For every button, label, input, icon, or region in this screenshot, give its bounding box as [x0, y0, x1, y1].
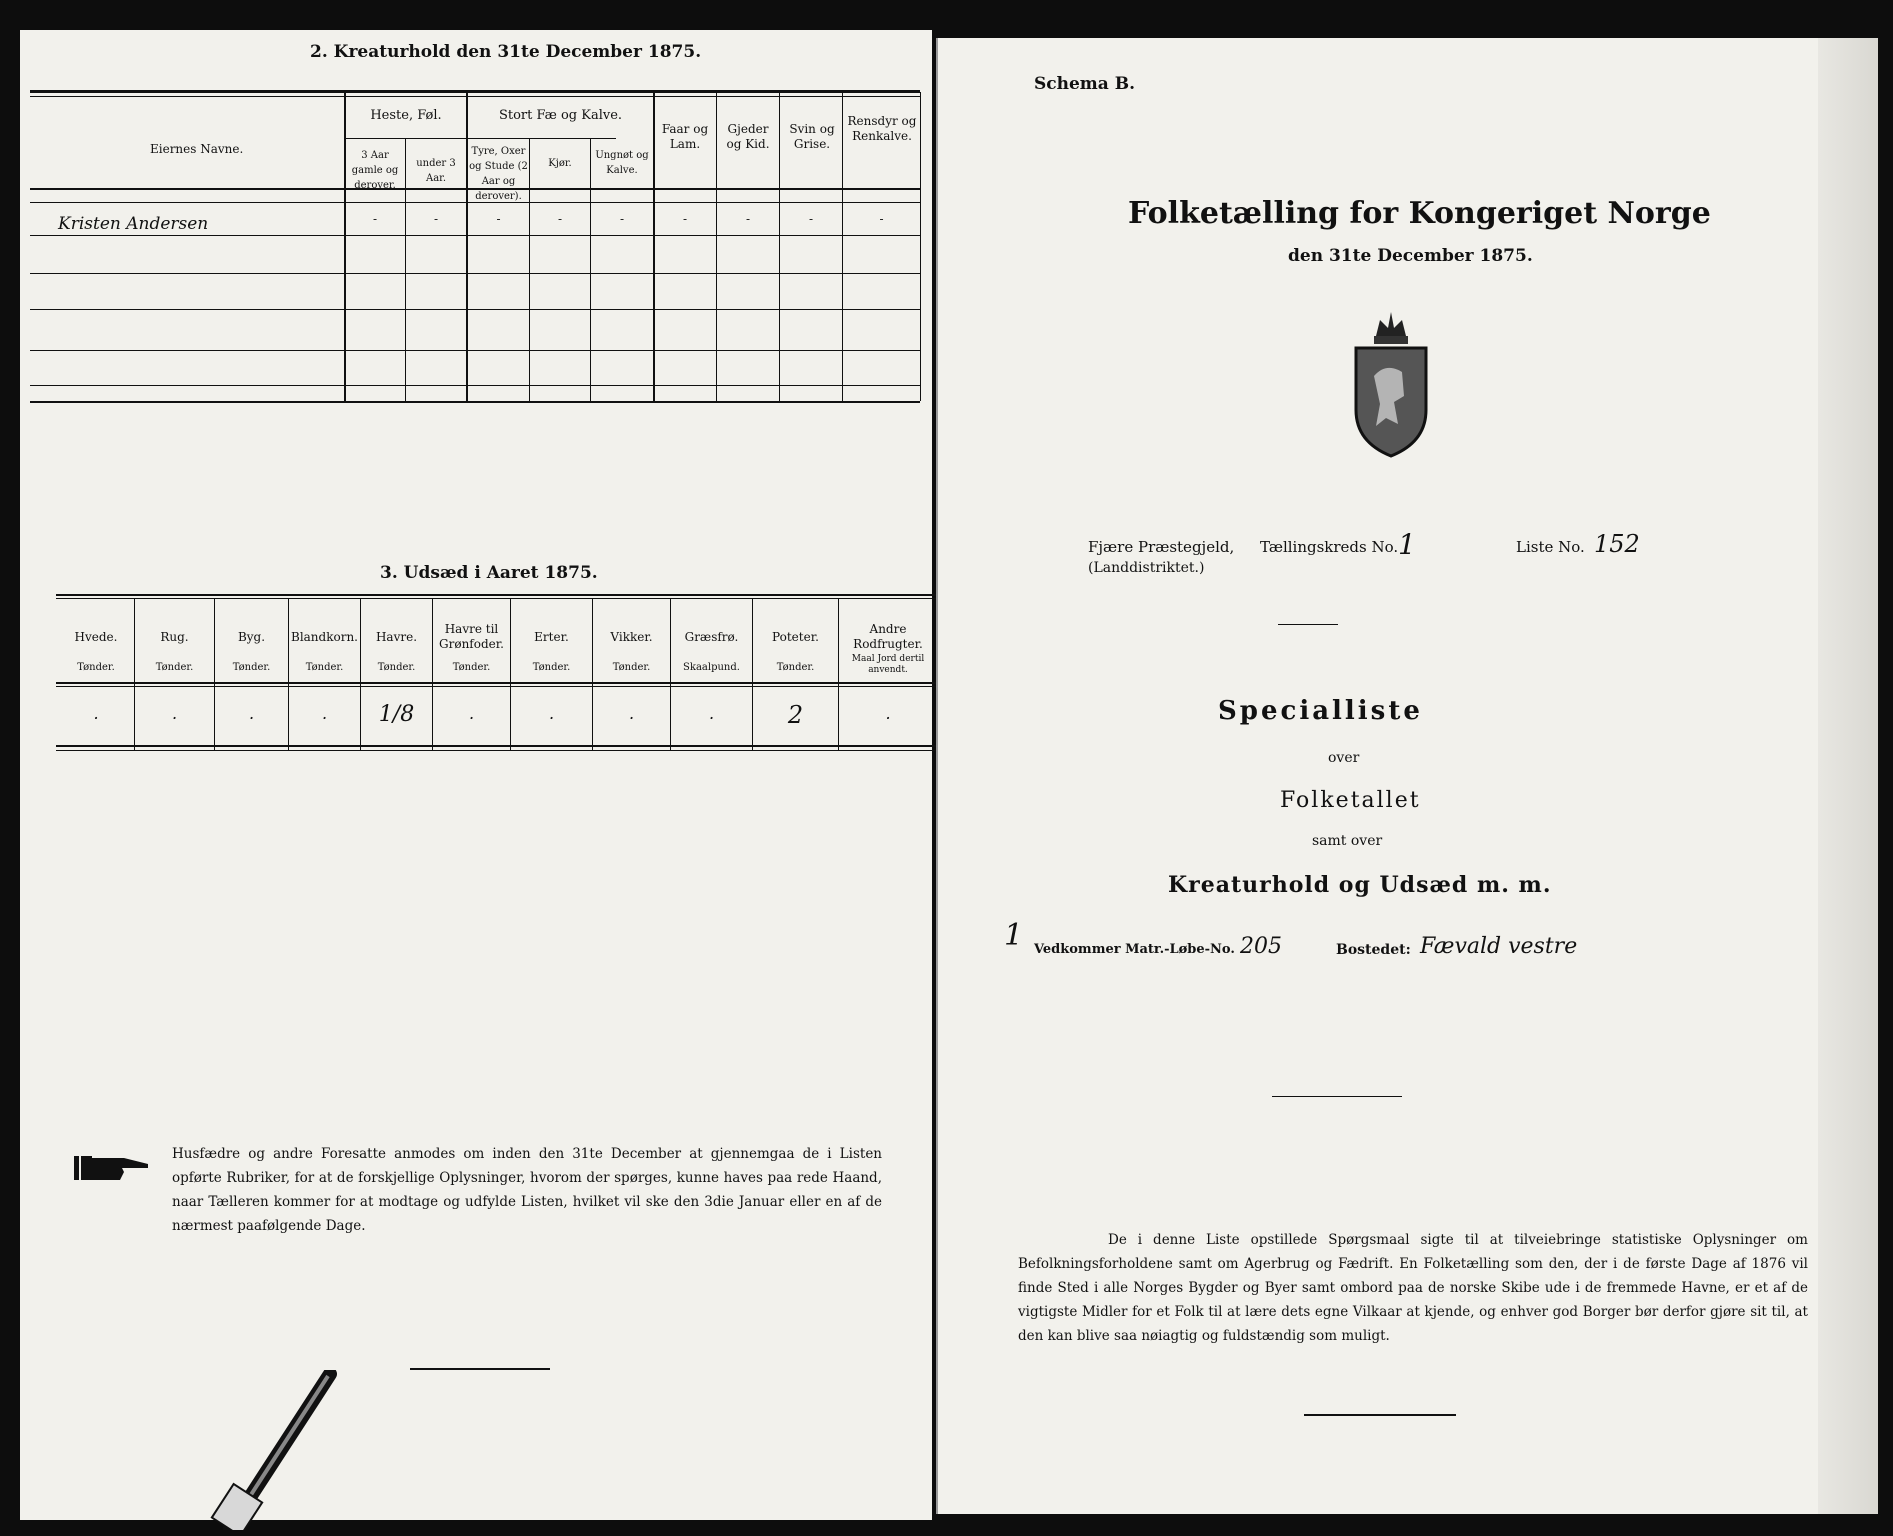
- t2-val-8: -: [879, 212, 884, 226]
- t3-col-8: Græsfrø.: [684, 630, 739, 644]
- table2-header-rule-2: [30, 96, 920, 97]
- t3-col-7: Vikker.: [610, 630, 653, 644]
- t2-val-5: -: [682, 212, 688, 226]
- t3-col-9: Poteter.: [772, 630, 819, 644]
- t3-val-4: 1/8: [378, 702, 415, 727]
- folketallet-label: Folketallet: [1280, 788, 1421, 813]
- liste-value: 152: [1594, 530, 1640, 558]
- t3-unit-0: Tønder.: [77, 662, 115, 673]
- parish-label: Fjære Præstegjeld,: [1088, 538, 1235, 556]
- t3-val-5: .: [468, 704, 475, 723]
- section3-title: 3. Udsæd i Aaret 1875.: [380, 563, 598, 583]
- col-gjeder: Gjeder og Kid.: [726, 122, 770, 151]
- notice-text: Husfædre og andre Foresatte anmodes om inden den 31te December at gjennemgaa de i Listen opførte Rubriker, for at de forskjellige Oplysninger, hvorom der spørges, kunne haves paa rede Haand, naar Tælleren kommer for at modtage og udfylde Listen, hvilket vil ske den 3die Januar eller en af de nærmest paafølgende Dage.: [172, 1146, 882, 1234]
- t3-unit-10: Maal Jord dertil anvendt.: [851, 654, 925, 675]
- table3-bottom-rule: [56, 745, 936, 747]
- t3-col-0: Hvede.: [74, 630, 118, 644]
- schema-label: Schema B.: [1034, 74, 1136, 94]
- owner-header: Eiernes Navne.: [150, 142, 244, 156]
- t3-val-7: .: [628, 704, 635, 723]
- table3-header-bottom: [56, 682, 936, 684]
- t3-col-2: Byg.: [237, 630, 266, 644]
- t2-val-1: -: [433, 212, 439, 226]
- t3-unit-9: Tønder.: [776, 662, 815, 673]
- t3-val-9: 2: [787, 701, 804, 729]
- t3-col-10: Andre Rodfrugter.: [853, 622, 923, 651]
- table3-top-rule: [56, 594, 936, 596]
- t3-unit-4: Tønder.: [377, 662, 416, 673]
- table2-bottom-rule: [30, 401, 920, 403]
- table2-top-rule: [30, 90, 920, 93]
- matr-value: 205: [1240, 934, 1282, 959]
- pen-icon: [210, 1370, 350, 1530]
- pointing-hand-icon: [72, 1150, 152, 1186]
- col-rensdyr: Rensdyr og Renkalve.: [847, 114, 917, 143]
- right-end-line: [1304, 1414, 1456, 1416]
- t2-val-4: -: [619, 212, 625, 226]
- tellingskreds-value: 1: [1398, 528, 1416, 561]
- t3-col-4: Havre.: [375, 630, 418, 644]
- col-kjor: Kjør.: [548, 158, 572, 169]
- t2-val-3: -: [557, 212, 563, 226]
- over-label: over: [1328, 750, 1360, 766]
- t2-val-7: -: [808, 212, 814, 226]
- col-svin: Svin og Grise.: [789, 122, 835, 151]
- col-faar: Faar og Lam.: [661, 122, 709, 151]
- t3-unit-1: Tønder.: [155, 662, 194, 673]
- col-heste-under3: under 3 Aar.: [416, 158, 456, 184]
- section2-title: 2. Kreaturhold den 31te December 1875.: [310, 42, 702, 62]
- t3-col-6: Erter.: [534, 630, 569, 644]
- specialliste-title: Specialliste: [1218, 696, 1423, 726]
- right-page: [936, 38, 1878, 1514]
- t3-val-3: .: [321, 704, 328, 723]
- group-heste: Heste, Føl.: [370, 108, 442, 123]
- col-ungnot: Ungnøt og Kalve.: [595, 150, 649, 176]
- left-page: [20, 30, 932, 1520]
- t3-col-3: Blandkorn.: [291, 630, 358, 644]
- owner-name: Kristen Andersen: [58, 214, 209, 234]
- t3-col-1: Rug.: [160, 630, 189, 644]
- main-title: Folketælling for Kongeriget Norge: [1128, 196, 1711, 231]
- samt-over-label: samt over: [1312, 833, 1383, 849]
- coat-of-arms-icon: [1346, 306, 1436, 458]
- tellingskreds-label: Tællingskreds No.: [1260, 538, 1399, 556]
- table2-row-line: [30, 235, 920, 236]
- margin-mark: 1: [1004, 918, 1024, 953]
- group-storfe: Stort Fæ og Kalve.: [498, 108, 623, 123]
- t3-val-1: .: [171, 704, 178, 723]
- matr-label: Vedkommer Matr.-Løbe-No.: [1034, 942, 1235, 957]
- t3-unit-2: Tønder.: [232, 662, 271, 673]
- t2-val-2: -: [496, 212, 501, 226]
- liste-label: Liste No.: [1516, 538, 1585, 556]
- t3-val-8: .: [708, 704, 715, 723]
- t2-val-0: -: [372, 212, 378, 226]
- t3-unit-8: Skaalpund.: [683, 662, 740, 673]
- t3-col-5: Havre til Grønfoder.: [439, 622, 504, 651]
- kreaturhold-label: Kreaturhold og Udsæd m. m.: [1168, 872, 1552, 898]
- bosted-value: Fævald vestre: [1420, 934, 1578, 959]
- t3-val-6: .: [548, 704, 555, 723]
- t3-val-0: .: [93, 704, 99, 723]
- t2-val-6: -: [745, 212, 751, 226]
- t3-unit-6: Tønder.: [532, 662, 571, 673]
- t3-unit-3: Tønder.: [305, 662, 344, 673]
- col-heste-3aar: 3 Aar gamle og derover.: [351, 150, 399, 191]
- district-sub: (Landdistriktet.): [1088, 560, 1205, 576]
- col-tyre: Tyre, Oxer og Stude (2 Aar og derover).: [469, 146, 528, 202]
- info-paragraph: De i denne Liste opstillede Spørgsmaal sigte til at tilveiebringe statistiske Oplysninger om Befolkningsforholdene samt om Agerbrug og Fædrift. En Folketælling som den, der i de første Dage af 1876 vil finde Sted i alle Norges Bygder og Byer samt ombord paa de norske Skibe ude i de fremmede Havne, er et af de vigtigste Midler for et Folk til at lære dets egne Vilkaar at kjende, og enhver god Borger bør derfor gjøre sit til, at den kan blive saa nøiagtig og fuldstændig som muligt.: [1018, 1232, 1808, 1344]
- bosted-label: Bostedet:: [1336, 942, 1411, 958]
- left-end-line: [410, 1368, 550, 1370]
- t3-unit-7: Tønder.: [612, 662, 651, 673]
- t3-val-10: .: [885, 704, 891, 723]
- t3-unit-5: Tønder.: [452, 662, 491, 673]
- census-date: den 31te December 1875.: [1288, 246, 1533, 266]
- t3-val-2: .: [248, 704, 255, 723]
